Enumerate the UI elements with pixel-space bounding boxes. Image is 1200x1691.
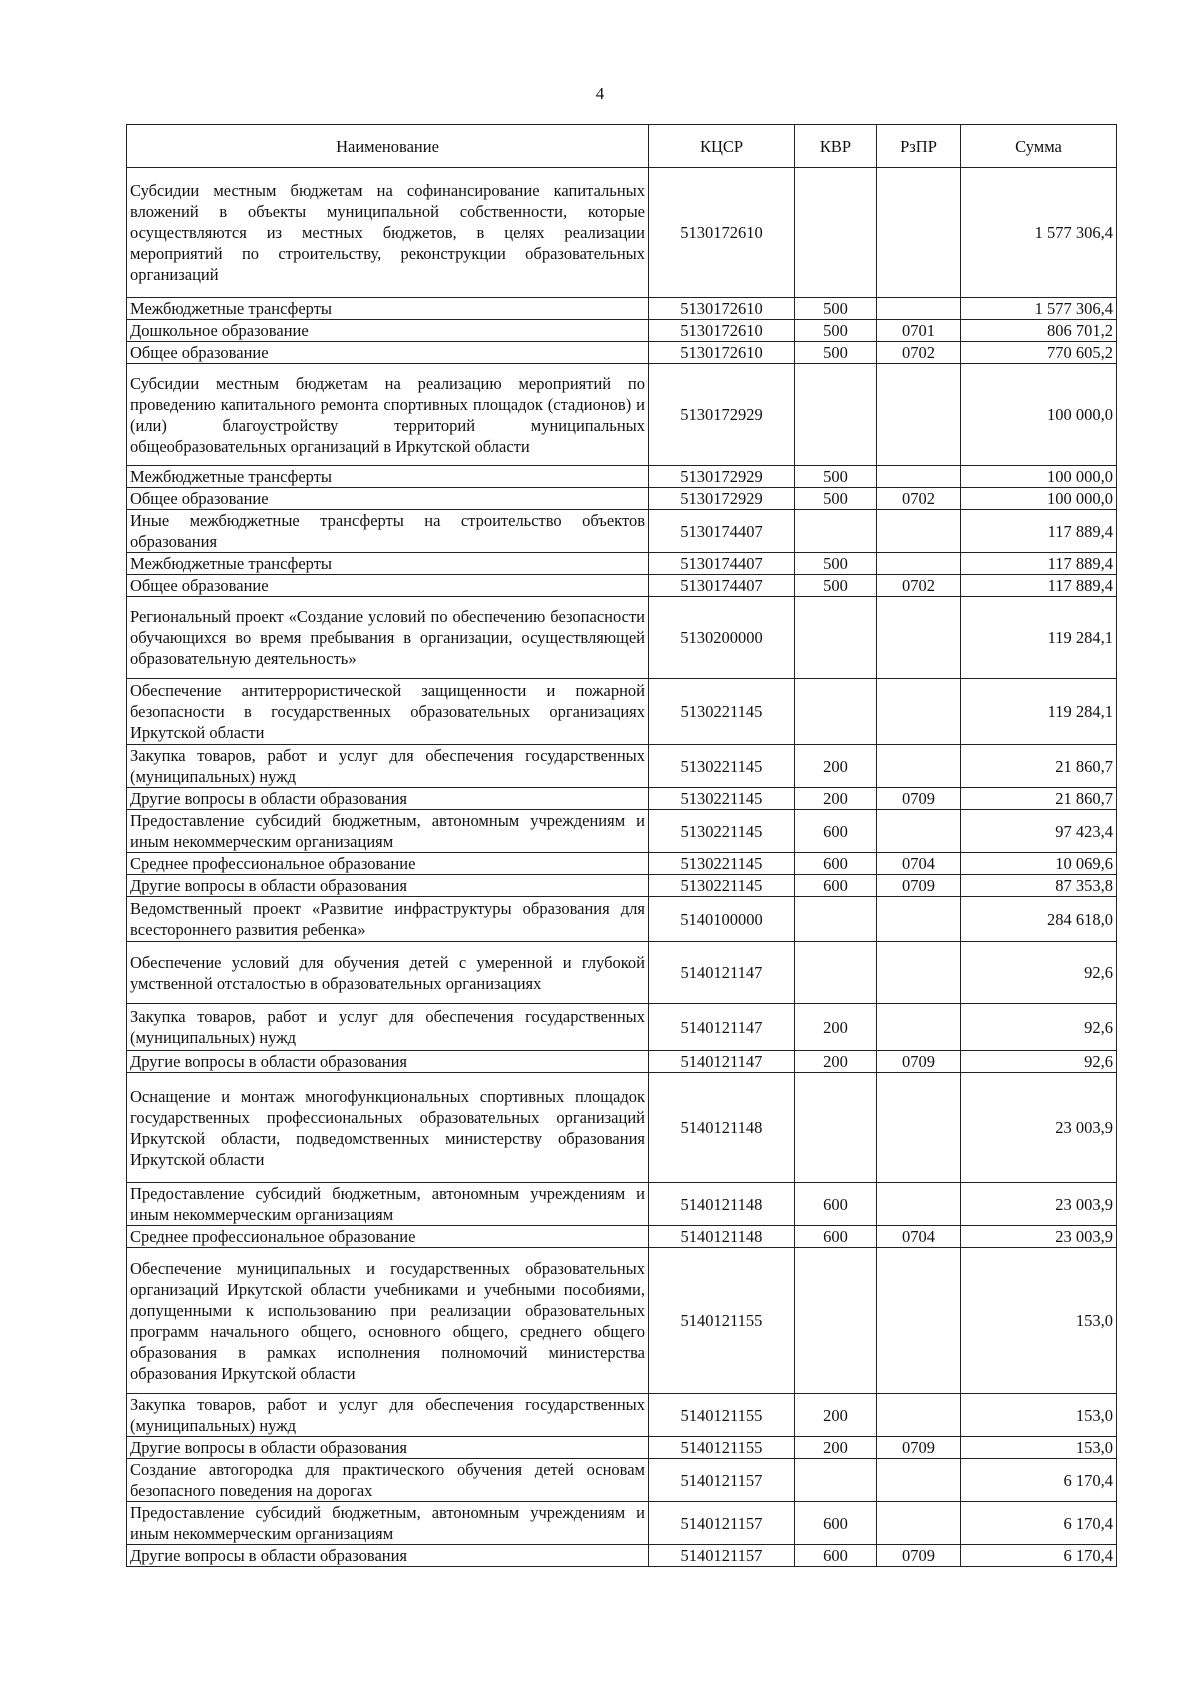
- row-sum-cell: 100 000,0: [961, 488, 1117, 510]
- table-row: [127, 575, 1117, 597]
- row-kcsr-cell: 5140121147: [649, 1004, 795, 1051]
- row-rzpr-cell: 0704: [877, 1226, 961, 1248]
- row-rzpr-cell: [877, 364, 961, 466]
- row-kcsr-cell: 5130221145: [649, 853, 795, 875]
- row-kvr-cell: [795, 897, 877, 942]
- row-rzpr-cell: 0709: [877, 1545, 961, 1567]
- row-kcsr-cell: 5130172610: [649, 342, 795, 364]
- row-kcsr-cell: 5130172929: [649, 466, 795, 488]
- row-sum-cell: 117 889,4: [961, 553, 1117, 575]
- row-rzpr-cell: [877, 597, 961, 679]
- row-name-cell: Создание автогородка для практического обучения детей основам безопасного поведения на дорогах: [127, 1459, 649, 1502]
- row-rzpr-cell: [877, 1183, 961, 1226]
- row-name-cell: Другие вопросы в области образования: [127, 875, 649, 897]
- table-row: [127, 510, 1117, 553]
- row-kvr-cell: [795, 168, 877, 298]
- row-sum-cell: 23 003,9: [961, 1183, 1117, 1226]
- row-kvr-cell: [795, 510, 877, 553]
- row-rzpr-cell: [877, 1459, 961, 1502]
- header-kcsr: КЦСР: [649, 125, 795, 168]
- row-kvr-cell: 500: [795, 488, 877, 510]
- table-row: [127, 745, 1117, 788]
- row-kcsr-cell: 5130221145: [649, 810, 795, 853]
- row-sum-cell: 770 605,2: [961, 342, 1117, 364]
- row-kcsr-cell: 5140121155: [649, 1248, 795, 1394]
- row-name-cell: Другие вопросы в области образования: [127, 1051, 649, 1073]
- row-sum-cell: 23 003,9: [961, 1073, 1117, 1183]
- table-row: [127, 853, 1117, 875]
- row-name-cell: Среднее профессиональное образование: [127, 1226, 649, 1248]
- row-kvr-cell: 500: [795, 298, 877, 320]
- row-rzpr-cell: 0702: [877, 342, 961, 364]
- row-name-cell: Общее образование: [127, 342, 649, 364]
- row-kcsr-cell: 5140121148: [649, 1183, 795, 1226]
- row-rzpr-cell: [877, 1073, 961, 1183]
- row-rzpr-cell: [877, 679, 961, 745]
- table-row: [127, 597, 1117, 679]
- row-name-cell: Обеспечение муниципальных и государственных образовательных организаций Иркутской области учебниками и учебными пособиями, допущенными к использованию при реализации образовательных программ начального общего, основного общего, среднего общего образования в рамках исполнения полномочий министерства образования Иркутской области: [127, 1248, 649, 1394]
- row-name-cell: Межбюджетные трансферты: [127, 298, 649, 320]
- row-rzpr-cell: [877, 942, 961, 1004]
- row-name-cell: Дошкольное образование: [127, 320, 649, 342]
- row-sum-cell: 92,6: [961, 942, 1117, 1004]
- row-kcsr-cell: 5140121148: [649, 1073, 795, 1183]
- row-rzpr-cell: [877, 1004, 961, 1051]
- row-kvr-cell: [795, 597, 877, 679]
- row-kvr-cell: 500: [795, 342, 877, 364]
- row-kcsr-cell: 5130172610: [649, 298, 795, 320]
- table-row: [127, 1437, 1117, 1459]
- row-sum-cell: 119 284,1: [961, 679, 1117, 745]
- row-kcsr-cell: 5130172610: [649, 168, 795, 298]
- row-rzpr-cell: 0701: [877, 320, 961, 342]
- page-number: 4: [595, 84, 605, 103]
- table-row: [127, 942, 1117, 1004]
- row-rzpr-cell: [877, 553, 961, 575]
- row-sum-cell: 117 889,4: [961, 510, 1117, 553]
- row-kcsr-cell: 5130174407: [649, 553, 795, 575]
- row-sum-cell: 117 889,4: [961, 575, 1117, 597]
- row-name-cell: Оснащение и монтаж многофункциональных спортивных площадок государственных профессиональных образовательных организаций Иркутской области, подведомственных министерству образования Иркутской области: [127, 1073, 649, 1183]
- row-sum-cell: 100 000,0: [961, 466, 1117, 488]
- row-name-cell: Межбюджетные трансферты: [127, 466, 649, 488]
- table-row: [127, 320, 1117, 342]
- table-row: [127, 488, 1117, 510]
- row-rzpr-cell: [877, 298, 961, 320]
- row-sum-cell: 87 353,8: [961, 875, 1117, 897]
- header-name: Наименование: [127, 125, 649, 168]
- table-row: [127, 1183, 1117, 1226]
- row-sum-cell: 153,0: [961, 1394, 1117, 1437]
- row-kcsr-cell: 5130172929: [649, 488, 795, 510]
- table-row: [127, 1073, 1117, 1183]
- table-row: [127, 897, 1117, 942]
- row-sum-cell: 6 170,4: [961, 1502, 1117, 1545]
- row-sum-cell: 119 284,1: [961, 597, 1117, 679]
- row-name-cell: Ведомственный проект «Развитие инфраструктуры образования для всестороннего развития ребенка»: [127, 897, 649, 942]
- table-row: [127, 466, 1117, 488]
- row-kcsr-cell: 5140100000: [649, 897, 795, 942]
- row-sum-cell: 97 423,4: [961, 810, 1117, 853]
- row-rzpr-cell: [877, 745, 961, 788]
- table-row: [127, 1226, 1117, 1248]
- row-kcsr-cell: 5130172929: [649, 364, 795, 466]
- table-row: [127, 810, 1117, 853]
- row-rzpr-cell: [877, 1248, 961, 1394]
- row-kvr-cell: 600: [795, 853, 877, 875]
- row-name-cell: Иные межбюджетные трансферты на строительство объектов образования: [127, 510, 649, 553]
- row-kvr-cell: 200: [795, 1394, 877, 1437]
- row-kcsr-cell: 5140121147: [649, 1051, 795, 1073]
- table-row: [127, 1248, 1117, 1394]
- row-kcsr-cell: 5130174407: [649, 510, 795, 553]
- table-row: [127, 553, 1117, 575]
- row-kvr-cell: 500: [795, 466, 877, 488]
- row-kcsr-cell: 5130221145: [649, 875, 795, 897]
- row-name-cell: Общее образование: [127, 575, 649, 597]
- row-kcsr-cell: 5130174407: [649, 575, 795, 597]
- row-kvr-cell: 500: [795, 575, 877, 597]
- row-sum-cell: 92,6: [961, 1004, 1117, 1051]
- row-sum-cell: 10 069,6: [961, 853, 1117, 875]
- row-name-cell: Другие вопросы в области образования: [127, 788, 649, 810]
- row-rzpr-cell: 0702: [877, 488, 961, 510]
- header-rzpr: РзПР: [877, 125, 961, 168]
- row-name-cell: Обеспечение условий для обучения детей с умеренной и глубокой умственной отсталостью в образовательных организациях: [127, 942, 649, 1004]
- row-kvr-cell: 200: [795, 1051, 877, 1073]
- row-name-cell: Субсидии местным бюджетам на софинансирование капитальных вложений в объекты муниципальной собственности, которые осуществляются из местных бюджетов, в целях реализации мероприятий по строительству, реконструкции образовательных организаций: [127, 168, 649, 298]
- row-rzpr-cell: 0702: [877, 575, 961, 597]
- row-kcsr-cell: 5140121148: [649, 1226, 795, 1248]
- row-name-cell: Межбюджетные трансферты: [127, 553, 649, 575]
- row-kcsr-cell: 5130221145: [649, 679, 795, 745]
- row-kvr-cell: 200: [795, 1004, 877, 1051]
- row-kvr-cell: 600: [795, 810, 877, 853]
- header-kvr: КВР: [795, 125, 877, 168]
- row-name-cell: Закупка товаров, работ и услуг для обеспечения государственных (муниципальных) нужд: [127, 1394, 649, 1437]
- row-kcsr-cell: 5140121155: [649, 1437, 795, 1459]
- row-sum-cell: 100 000,0: [961, 364, 1117, 466]
- row-kvr-cell: 600: [795, 1545, 877, 1567]
- row-name-cell: Предоставление субсидий бюджетным, автономным учреждениям и иным некоммерческим организациям: [127, 810, 649, 853]
- table-row: [127, 168, 1117, 298]
- row-name-cell: Общее образование: [127, 488, 649, 510]
- row-kvr-cell: 500: [795, 553, 877, 575]
- row-sum-cell: 1 577 306,4: [961, 298, 1117, 320]
- row-rzpr-cell: [877, 1394, 961, 1437]
- table-row: [127, 1051, 1117, 1073]
- table-row: [127, 364, 1117, 466]
- row-kvr-cell: [795, 1459, 877, 1502]
- table-row: [127, 1004, 1117, 1051]
- row-sum-cell: 92,6: [961, 1051, 1117, 1073]
- row-sum-cell: 806 701,2: [961, 320, 1117, 342]
- row-kvr-cell: 500: [795, 320, 877, 342]
- table-body: [127, 168, 1117, 1567]
- row-rzpr-cell: 0704: [877, 853, 961, 875]
- row-sum-cell: 6 170,4: [961, 1459, 1117, 1502]
- row-sum-cell: 21 860,7: [961, 788, 1117, 810]
- row-sum-cell: 153,0: [961, 1248, 1117, 1394]
- row-kcsr-cell: 5140121155: [649, 1394, 795, 1437]
- row-name-cell: Другие вопросы в области образования: [127, 1437, 649, 1459]
- row-kvr-cell: [795, 942, 877, 1004]
- row-kvr-cell: [795, 364, 877, 466]
- row-name-cell: Обеспечение антитеррористической защищенности и пожарной безопасности в государственных образовательных организациях Иркутской области: [127, 679, 649, 745]
- row-kvr-cell: 600: [795, 1502, 877, 1545]
- table-row: [127, 342, 1117, 364]
- table-row: [127, 298, 1117, 320]
- row-rzpr-cell: 0709: [877, 875, 961, 897]
- row-rzpr-cell: [877, 168, 961, 298]
- table-header-row: [127, 125, 1117, 168]
- budget-table: [126, 124, 1117, 1567]
- row-rzpr-cell: [877, 510, 961, 553]
- row-sum-cell: 21 860,7: [961, 745, 1117, 788]
- row-kvr-cell: 200: [795, 788, 877, 810]
- table-row: [127, 679, 1117, 745]
- row-kvr-cell: 200: [795, 745, 877, 788]
- row-rzpr-cell: 0709: [877, 1051, 961, 1073]
- row-name-cell: Предоставление субсидий бюджетным, автономным учреждениям и иным некоммерческим организациям: [127, 1502, 649, 1545]
- row-sum-cell: 1 577 306,4: [961, 168, 1117, 298]
- row-sum-cell: 284 618,0: [961, 897, 1117, 942]
- row-sum-cell: 23 003,9: [961, 1226, 1117, 1248]
- row-name-cell: Региональный проект «Создание условий по обеспечению безопасности обучающихся во время пребывания в организации, осуществляющей образовательную деятельность»: [127, 597, 649, 679]
- table-row: [127, 788, 1117, 810]
- row-kvr-cell: [795, 679, 877, 745]
- row-name-cell: Предоставление субсидий бюджетным, автономным учреждениям и иным некоммерческим организациям: [127, 1183, 649, 1226]
- row-name-cell: Закупка товаров, работ и услуг для обеспечения государственных (муниципальных) нужд: [127, 1004, 649, 1051]
- table-row: [127, 1502, 1117, 1545]
- row-kcsr-cell: 5130221145: [649, 745, 795, 788]
- row-name-cell: Другие вопросы в области образования: [127, 1545, 649, 1567]
- row-sum-cell: 6 170,4: [961, 1545, 1117, 1567]
- row-rzpr-cell: 0709: [877, 788, 961, 810]
- row-kcsr-cell: 5140121157: [649, 1502, 795, 1545]
- row-kcsr-cell: 5140121147: [649, 942, 795, 1004]
- table-row: [127, 875, 1117, 897]
- row-rzpr-cell: [877, 1502, 961, 1545]
- row-kcsr-cell: 5140121157: [649, 1459, 795, 1502]
- row-rzpr-cell: [877, 810, 961, 853]
- row-kvr-cell: [795, 1248, 877, 1394]
- row-kcsr-cell: 5130172610: [649, 320, 795, 342]
- row-kcsr-cell: 5130200000: [649, 597, 795, 679]
- row-sum-cell: 153,0: [961, 1437, 1117, 1459]
- row-kvr-cell: 600: [795, 875, 877, 897]
- row-rzpr-cell: 0709: [877, 1437, 961, 1459]
- table-row: [127, 1394, 1117, 1437]
- row-kcsr-cell: 5130221145: [649, 788, 795, 810]
- row-kcsr-cell: 5140121157: [649, 1545, 795, 1567]
- row-kvr-cell: 200: [795, 1437, 877, 1459]
- row-name-cell: Закупка товаров, работ и услуг для обеспечения государственных (муниципальных) нужд: [127, 745, 649, 788]
- table-row: [127, 1545, 1117, 1567]
- row-kvr-cell: [795, 1073, 877, 1183]
- row-rzpr-cell: [877, 897, 961, 942]
- row-name-cell: Субсидии местным бюджетам на реализацию мероприятий по проведению капитального ремонта спортивных площадок (стадионов) и (или) благоустройству территорий муниципальных общеобразовательных организаций в Иркутской области: [127, 364, 649, 466]
- row-kvr-cell: 600: [795, 1226, 877, 1248]
- row-rzpr-cell: [877, 466, 961, 488]
- table-row: [127, 1459, 1117, 1502]
- header-sum: Сумма: [961, 125, 1117, 168]
- row-name-cell: Среднее профессиональное образование: [127, 853, 649, 875]
- row-kvr-cell: 600: [795, 1183, 877, 1226]
